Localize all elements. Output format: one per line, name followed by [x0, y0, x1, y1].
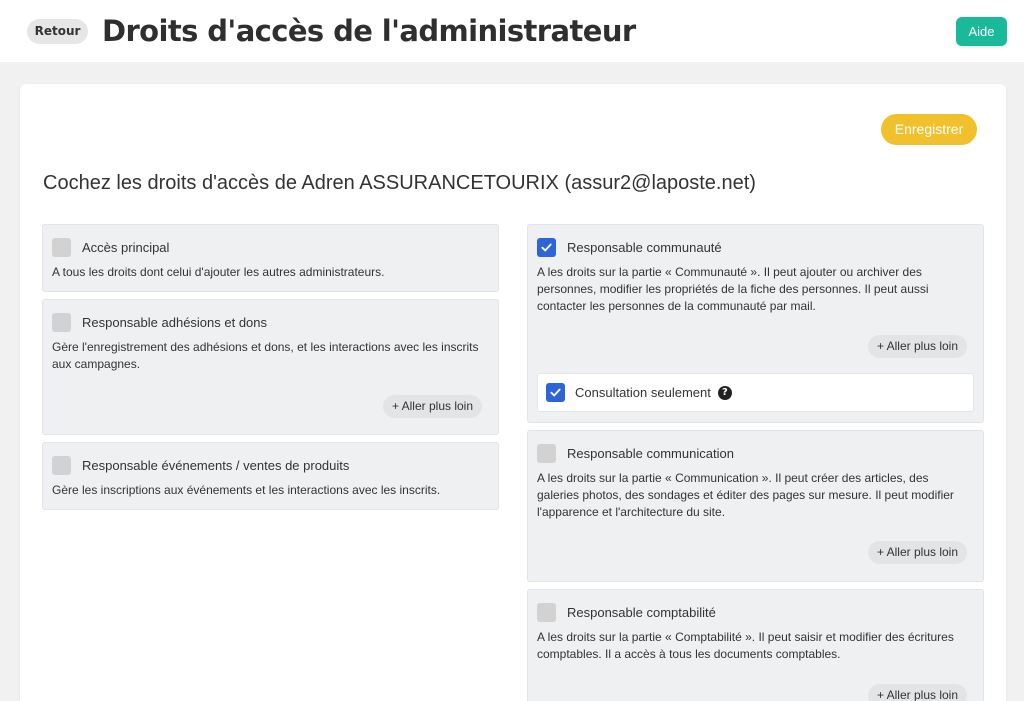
role-card-communication	[527, 430, 984, 582]
role-name: Accès principal	[82, 239, 170, 255]
permissions-card	[20, 84, 1006, 701]
role-checkbox-main-access[interactable]	[52, 238, 71, 257]
roles-column-left	[42, 224, 499, 517]
role-description: Gère les inscriptions aux événements et les interactions avec les inscrits.	[52, 483, 441, 497]
role-card-events-sales	[42, 442, 499, 510]
role-header	[43, 300, 498, 336]
consultation-only-checkbox[interactable]	[546, 383, 565, 402]
role-header	[528, 225, 983, 261]
role-description: A tous les droits dont celui d'ajouter les autres administrateurs.	[52, 265, 385, 279]
role-checkbox-community[interactable]	[537, 238, 556, 257]
permissions-subtitle: Cochez les droits d'accès de Adren ASSURANCETOURIX (assur2@laposte.net)	[43, 172, 756, 194]
check-icon	[549, 386, 562, 399]
roles-column-right	[527, 224, 984, 701]
role-checkbox-memberships-donations[interactable]	[52, 313, 71, 332]
question-circle-icon[interactable]: ?	[718, 386, 732, 400]
help-button[interactable]: Aide	[956, 17, 1007, 46]
more-button[interactable]: + Aller plus loin	[868, 335, 967, 358]
role-name: Responsable communauté	[567, 239, 722, 255]
role-checkbox-events-sales[interactable]	[52, 456, 71, 475]
role-checkbox-accounting[interactable]	[537, 603, 556, 622]
more-button[interactable]: + Aller plus loin	[868, 541, 967, 564]
role-description: Gère l'enregistrement des adhésions et dons, et les interactions avec les inscrits aux campagnes.	[52, 340, 479, 371]
more-button[interactable]: + Aller plus loin	[868, 684, 967, 701]
role-name: Responsable comptabilité	[567, 604, 716, 620]
role-card-main-access	[42, 224, 499, 292]
page-title: Droits d'accès de l'administrateur	[102, 14, 636, 48]
role-header	[528, 590, 983, 626]
role-description: A les droits sur la partie « Communication ». Il peut créer des articles, des galeries photos, des sondages et éditer des pages sur mesure. Il peut modifier l'apparence et l'architecture du site.	[537, 471, 954, 519]
role-description: A les droits sur la partie « Communauté ». Il peut ajouter ou archiver des personnes, modifier les propriétés de la fiche des personnes. Il peut aussi contacter les personnes de la communauté par mail.	[537, 265, 929, 313]
check-icon	[540, 241, 553, 254]
role-card-community	[527, 224, 984, 423]
consultation-only-option	[537, 373, 974, 412]
role-name: Responsable communication	[567, 445, 734, 461]
save-button[interactable]: Enregistrer	[881, 114, 977, 145]
back-button[interactable]: Retour	[27, 19, 88, 44]
consultation-only-label: Consultation seulement	[575, 385, 711, 400]
role-card-accounting	[527, 589, 984, 701]
role-header	[43, 443, 498, 479]
role-header	[43, 225, 498, 261]
role-name: Responsable adhésions et dons	[82, 314, 268, 330]
role-description: A les droits sur la partie « Comptabilité ». Il peut saisir et modifier des écritures comptables. Il a accès à tous les documents comptables.	[537, 630, 954, 661]
role-checkbox-communication[interactable]	[537, 444, 556, 463]
role-header	[528, 431, 983, 467]
role-card-memberships-donations	[42, 299, 499, 435]
more-button[interactable]: + Aller plus loin	[383, 395, 482, 418]
role-name: Responsable événements / ventes de produits	[82, 457, 350, 473]
top-bar	[0, 0, 1024, 62]
